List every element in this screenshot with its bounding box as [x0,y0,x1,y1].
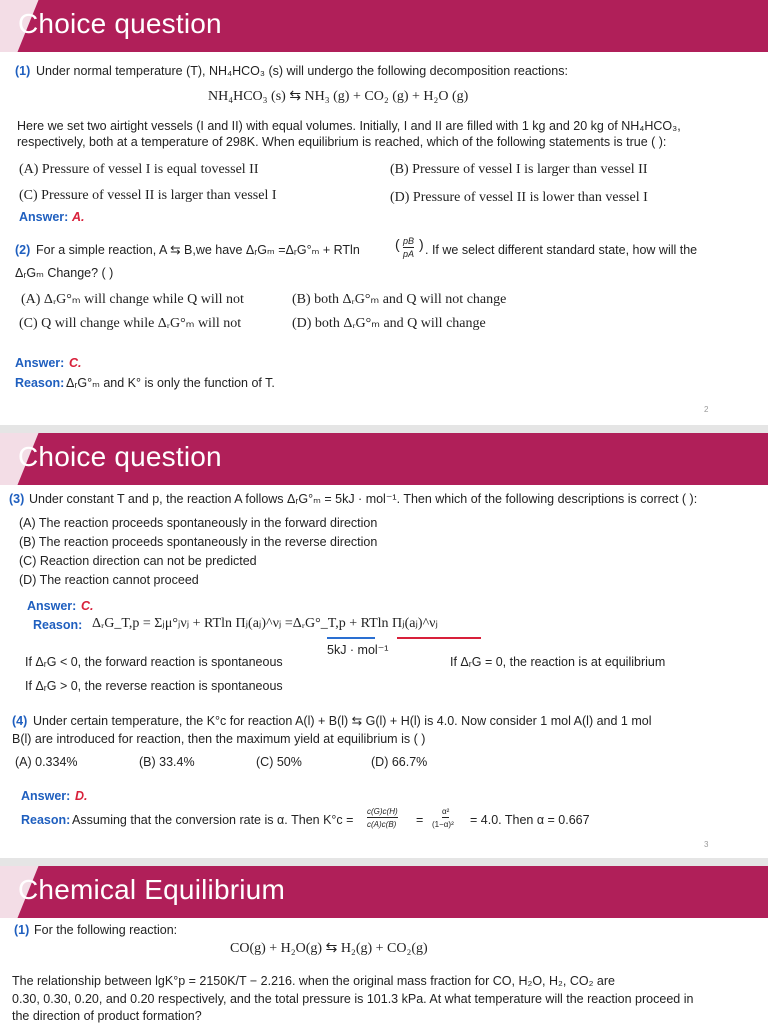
q4-option-b: (B) 33.4% [139,755,195,769]
q4-reason-end: = 4.0. Then α = 0.667 [470,813,590,827]
q2-option-b: (B) both ΔᵣG°ₘ and Q will not change [292,292,507,307]
q3-reason-label: Reason: [33,618,83,632]
q1-option-b: (B) Pressure of vessel I is larger than vessel II [390,162,648,177]
slide-3 [0,866,768,1024]
q4-fraction1-denominator: c(A)c(B) [367,820,397,829]
q2-option-d: (D) both ΔᵣG°ₘ and Q will change [292,316,486,331]
slide-2-title: Choice question [18,441,222,472]
q4-reason-start: Assuming that the conversion rate is α. Then K°c = [72,813,354,827]
q3-option-b: (B) The reaction proceeds spontaneously in the reverse direction [19,535,378,549]
q4-number: (4) [12,714,28,728]
q1-answer-label: Answer: [19,210,69,224]
q2-fraction-numerator: pB [403,236,415,246]
q2-fraction-denominator: pA [403,249,415,259]
q1-stem: Under normal temperature (T), NH₄HCO₃ (s) will undergo the following decomposition reactions: [36,64,568,78]
q4-answer-label: Answer: [21,789,71,803]
page-number: 3 [704,840,709,849]
q1-option-c: (C) Pressure of vessel II is larger than vessel I [19,188,277,203]
q3-stem: Under constant T and p, the reaction A follows ΔᵣG°ₘ = 5kJ · mol⁻¹. Then which of the following descriptions is correct ( ): [29,492,698,506]
q4-option-d: (D) 66.7% [371,755,428,769]
slide-1-banner [0,0,768,52]
q4-answer: D. [75,789,88,803]
q4-option-a: (A) 0.334% [15,755,78,769]
slide-1 [0,0,768,432]
q4-fraction2-numerator: α² [442,807,450,816]
q2-option-c: (C) Q will change while ΔᵣG°ₘ will not [19,316,242,331]
q4-stem-line1: Under certain temperature, the K°c for reaction A(l) + B(l) ⇆ G(l) + H(l) is 4.0. Now consider 1 mol A(l) and 1 mol [33,714,652,728]
q4-stem-line2: B(l) are introduced for reaction, then the maximum yield at equilibrium is ( ) [12,732,426,746]
q3-option-d: (D) The reaction cannot proceed [19,573,199,587]
slide-2 [0,433,768,858]
q3-number: (3) [9,492,25,506]
eq-q1-equation: CO(g) + H₂O(g) ⇆ H₂(g) + CO₂(g) [230,941,428,956]
q4-option-c: (C) 50% [256,755,302,769]
q2-paren-open: ( [395,236,400,252]
q2-reason: ΔᵣG°ₘ and K° is only the function of T. [66,376,275,390]
q3-condition-reverse: If ΔᵣG > 0, the reverse reaction is spontaneous [25,679,283,693]
q3-option-c: (C) Reaction direction can not be predicted [19,554,257,568]
q3-condition-forward: If ΔᵣG < 0, the forward reaction is spontaneous [25,655,283,669]
q2-option-a: (A) ΔᵣG°ₘ will change while Q will not [21,292,244,307]
q1-para-line1: Here we set two airtight vessels (I and II) with equal volumes. Initially, I and II are filled with 1 kg and 20 kg of NH₄HCO₃, [17,119,681,133]
q2-number: (2) [15,243,31,257]
q4-equals-sign: = [416,813,424,827]
q3-condition-equilibrium: If ΔᵣG = 0, the reaction is at equilibrium [450,655,666,669]
eq-q1-para-line2: 0.30, 0.30, 0.20, and 0.20 respectively, and the total pressure is 101.3 kPa. At what temperature will the reaction proceed in [12,992,694,1006]
eq-q1-number: (1) [14,923,30,937]
q4-reason-label: Reason: [21,813,71,827]
q3-answer: C. [81,599,94,613]
q3-underline-label: 5kJ · mol⁻¹ [327,643,389,657]
slide-3-title: Chemical Equilibrium [18,874,285,905]
q2-stem-end: . If we select different standard state, how will the [425,243,698,257]
q1-option-d: (D) Pressure of vessel II is lower than vessel I [390,190,648,205]
q3-reason-equation: ΔᵣG_T,p = Σⱼμ°ⱼνⱼ + RTln Πⱼ(aⱼ)^νⱼ =ΔᵣG°_T,p + RTln Πⱼ(aⱼ)^νⱼ [92,616,438,631]
eq-q1-stem: For the following reaction: [34,923,178,937]
eq-q1-para-line3: the direction of product formation? [12,1009,202,1023]
q2-reason-label: Reason: [15,376,65,390]
q2-stem-line2: ΔᵣGₘ Change? ( ) [15,266,114,280]
q1-para-line2: respectively, both at a temperature of 298K. When equilibrium is reached, which of the following statements is true ( ): [17,135,667,149]
q1-equation: NH₄HCO₃ (s) ⇆ NH₃ (g) + CO₂ (g) + H₂O (g) [208,89,469,104]
q1-answer: A. [72,210,85,224]
slide-2-banner [0,433,768,485]
q1-option-a: (A) Pressure of vessel I is equal tovessel II [19,162,259,177]
q3-option-a: (A) The reaction proceeds spontaneously in the forward direction [19,516,378,530]
blue-underline [327,637,375,639]
q3-answer-label: Answer: [27,599,77,613]
q1-number: (1) [15,64,31,78]
q4-fraction2-denominator: (1−α)² [432,820,454,829]
page-number: 2 [704,405,709,414]
q2-stem-start: For a simple reaction, A ⇆ B,we have ΔᵣGₘ =ΔᵣG°ₘ + RTln [36,243,360,257]
q2-answer-label: Answer: [15,356,65,370]
q2-paren-close: ) [419,236,424,252]
slide-separator [0,858,768,866]
slide-1-title: Choice question [18,8,222,39]
q2-answer: C. [69,356,82,370]
eq-q1-para-line1: The relationship between lgK°p = 2150K/T − 2.216. when the original mass fraction for CO, H₂O, H₂, CO₂ are [12,974,615,988]
red-underline [397,637,481,639]
q4-fraction1-numerator: c(G)c(H) [367,807,398,816]
slide-separator [0,425,768,433]
slide-3-banner [0,866,768,918]
